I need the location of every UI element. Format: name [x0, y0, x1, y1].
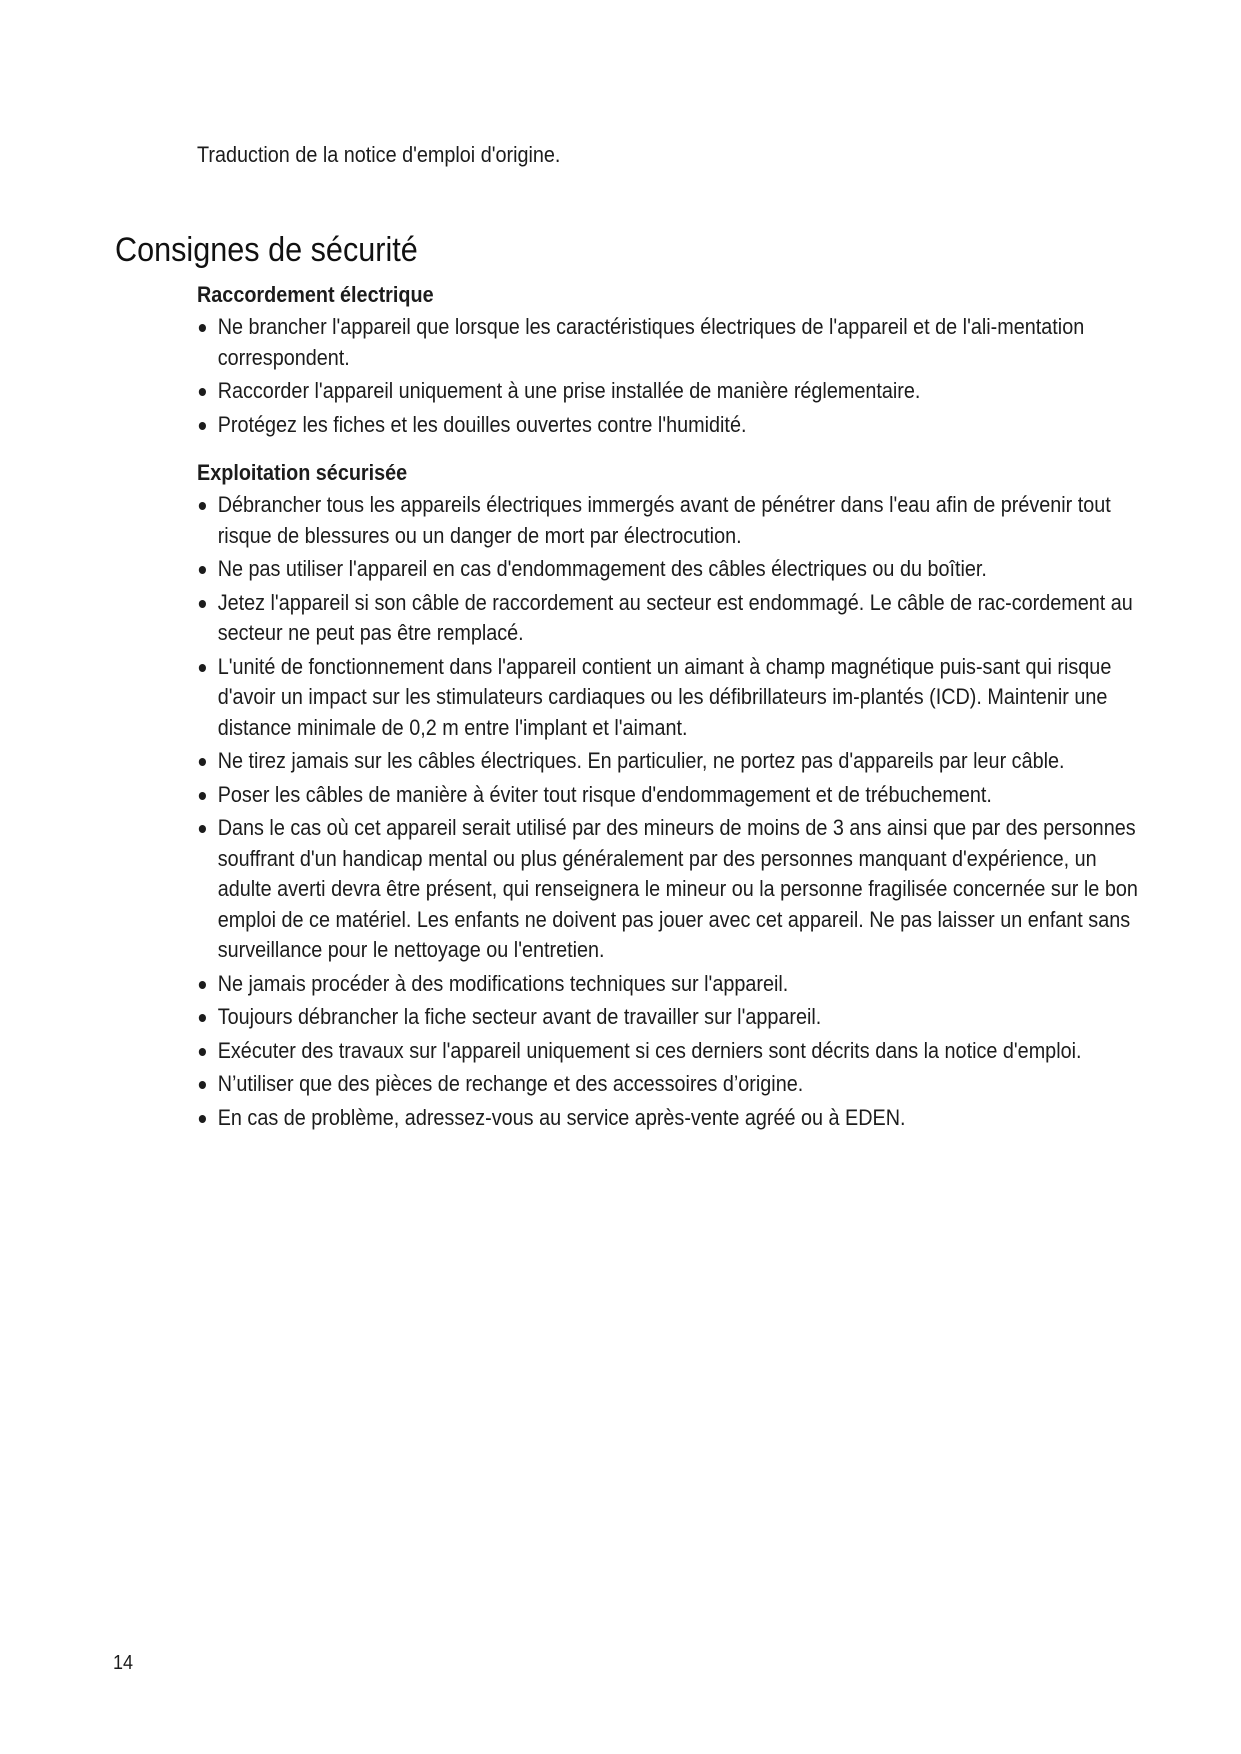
list-item: Ne brancher l'appareil que lorsque les caractéristiques électriques de l'appareil et de l'ali-mentation correspondent.: [197, 312, 1154, 373]
list-item: N’utiliser que des pièces de rechange et des accessoires d’origine.: [197, 1069, 1154, 1100]
list-item: Ne tirez jamais sur les câbles électriques. En particulier, ne portez pas d'appareils par leur câble.: [197, 746, 1154, 777]
section-title: Consignes de sécurité: [115, 231, 418, 269]
list-item: L'unité de fonctionnement dans l'appareil contient un aimant à champ magnétique puis-sant qui risque d'avoir un impact sur les stimulateurs cardiaques ou les défibrillateurs im-plantés (ICD). Maintenir une distance minimale de 0,2 m entre l'implant et l'aimant.: [197, 652, 1154, 744]
safe-operation-list: [197, 490, 1152, 1133]
list-item: Ne pas utiliser l'appareil en cas d'endommagement des câbles électriques ou du boîtier.: [197, 554, 1154, 585]
safety-content: [197, 280, 1152, 1136]
electrical-list: [197, 312, 1152, 440]
page-number: 14: [113, 1652, 134, 1674]
list-item: Jetez l'appareil si son câble de raccordement au secteur est endommagé. Le câble de rac-cordement au secteur ne peut pas être remplacé.: [197, 588, 1154, 649]
intro-text: Traduction de la notice d'emploi d'origine.: [197, 142, 561, 167]
list-item: Raccorder l'appareil uniquement à une prise installée de manière réglementaire.: [197, 376, 1154, 407]
list-item: Ne jamais procéder à des modifications techniques sur l'appareil.: [197, 969, 1154, 1000]
safe-operation-heading: Exploitation sécurisée: [197, 460, 408, 485]
list-item: Protégez les fiches et les douilles ouvertes contre l'humidité.: [197, 410, 1154, 441]
list-item: Poser les câbles de manière à éviter tout risque d'endommagement et de trébuchement.: [197, 780, 1154, 811]
list-item: Exécuter des travaux sur l'appareil uniquement si ces derniers sont décrits dans la notice d'emploi.: [197, 1036, 1154, 1067]
list-item: Toujours débrancher la fiche secteur avant de travailler sur l'appareil.: [197, 1002, 1154, 1033]
electrical-heading: Raccordement électrique: [197, 282, 434, 307]
list-item: En cas de problème, adressez-vous au service après-vente agréé ou à EDEN.: [197, 1103, 1154, 1134]
list-item: Dans le cas où cet appareil serait utilisé par des mineurs de moins de 3 ans ainsi que par des personnes souffrant d'un handicap mental ou plus généralement par des personnes manquant d'expérience, un adulte averti devra être présent, qui renseignera le mineur ou la personne fragilisée concernée sur le bon emploi de ce matériel. Les enfants ne doivent pas jouer avec cet appareil. Ne pas laisser un enfant sans surveillance pour le nettoyage ou l'entretien.: [197, 813, 1154, 966]
list-item: Débrancher tous les appareils électriques immergés avant de pénétrer dans l'eau afin de prévenir tout risque de blessures ou un danger de mort par électrocution.: [197, 490, 1154, 551]
